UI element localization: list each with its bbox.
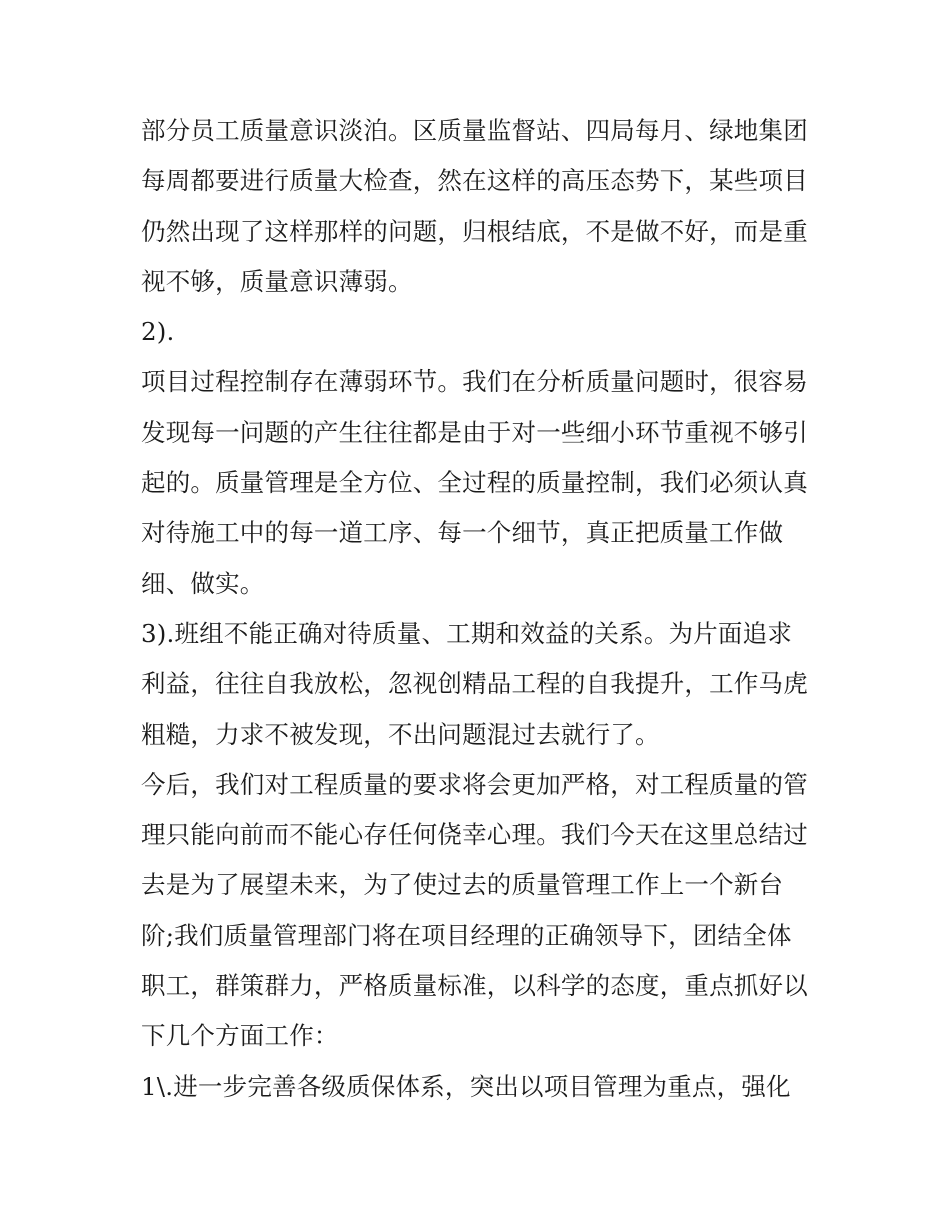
text-line: 发现每一问题的产生往往都是由于对一些细小环节重视不够引 bbox=[141, 417, 808, 447]
text-line: 阶;我们质量管理部门将在项目经理的正确领导下，团结全体 bbox=[141, 920, 792, 950]
text-line: 1\.进一步完善各级质保体系，突出以项目管理为重点，强化 bbox=[141, 1071, 791, 1101]
text-line: 细、做实。 bbox=[141, 568, 265, 598]
text-line: 粗糙，力求不被发现，不出问题混过去就行了。 bbox=[141, 719, 660, 749]
text-line: 对待施工中的每一道工序、每一个细节，真正把质量工作做 bbox=[141, 518, 784, 548]
text-line: 仍然出现了这样那样的问题，归根结底，不是做不好，而是重 bbox=[141, 216, 808, 246]
text-line: 利益，往往自我放松，忽视创精品工程的自我提升，工作马虎 bbox=[141, 669, 808, 699]
text-line: 职工，群策群力，严格质量标准，以科学的态度，重点抓好以 bbox=[141, 971, 808, 1001]
text-line: 视不够，质量意识薄弱。 bbox=[141, 266, 413, 296]
text-line: 每周都要进行质量大检查，然在这样的高压态势下，某些项目 bbox=[141, 166, 808, 196]
text-line: 2). bbox=[141, 317, 175, 347]
text-line: 今后，我们对工程质量的要求将会更加严格，对工程质量的管 bbox=[141, 769, 808, 799]
text-line: 下几个方面工作： bbox=[141, 1021, 339, 1051]
text-line: 3).班组不能正确对待质量、工期和效益的关系。为片面追求 bbox=[141, 618, 793, 648]
text-line: 理只能向前而不能心存任何侥幸心理。我们今天在这里总结过 bbox=[141, 820, 808, 850]
text-line: 去是为了展望未来，为了使过去的质量管理工作上一个新台 bbox=[141, 870, 784, 900]
document-body bbox=[141, 106, 813, 1112]
text-line: 部分员工质量意识淡泊。区质量监督站、四局每月、绿地集团 bbox=[141, 116, 808, 145]
text-line: 起的。质量管理是全方位、全过程的质量控制，我们必须认真 bbox=[141, 468, 808, 498]
text-line: 项目过程控制存在薄弱环节。我们在分析质量问题时，很容易 bbox=[141, 367, 808, 397]
